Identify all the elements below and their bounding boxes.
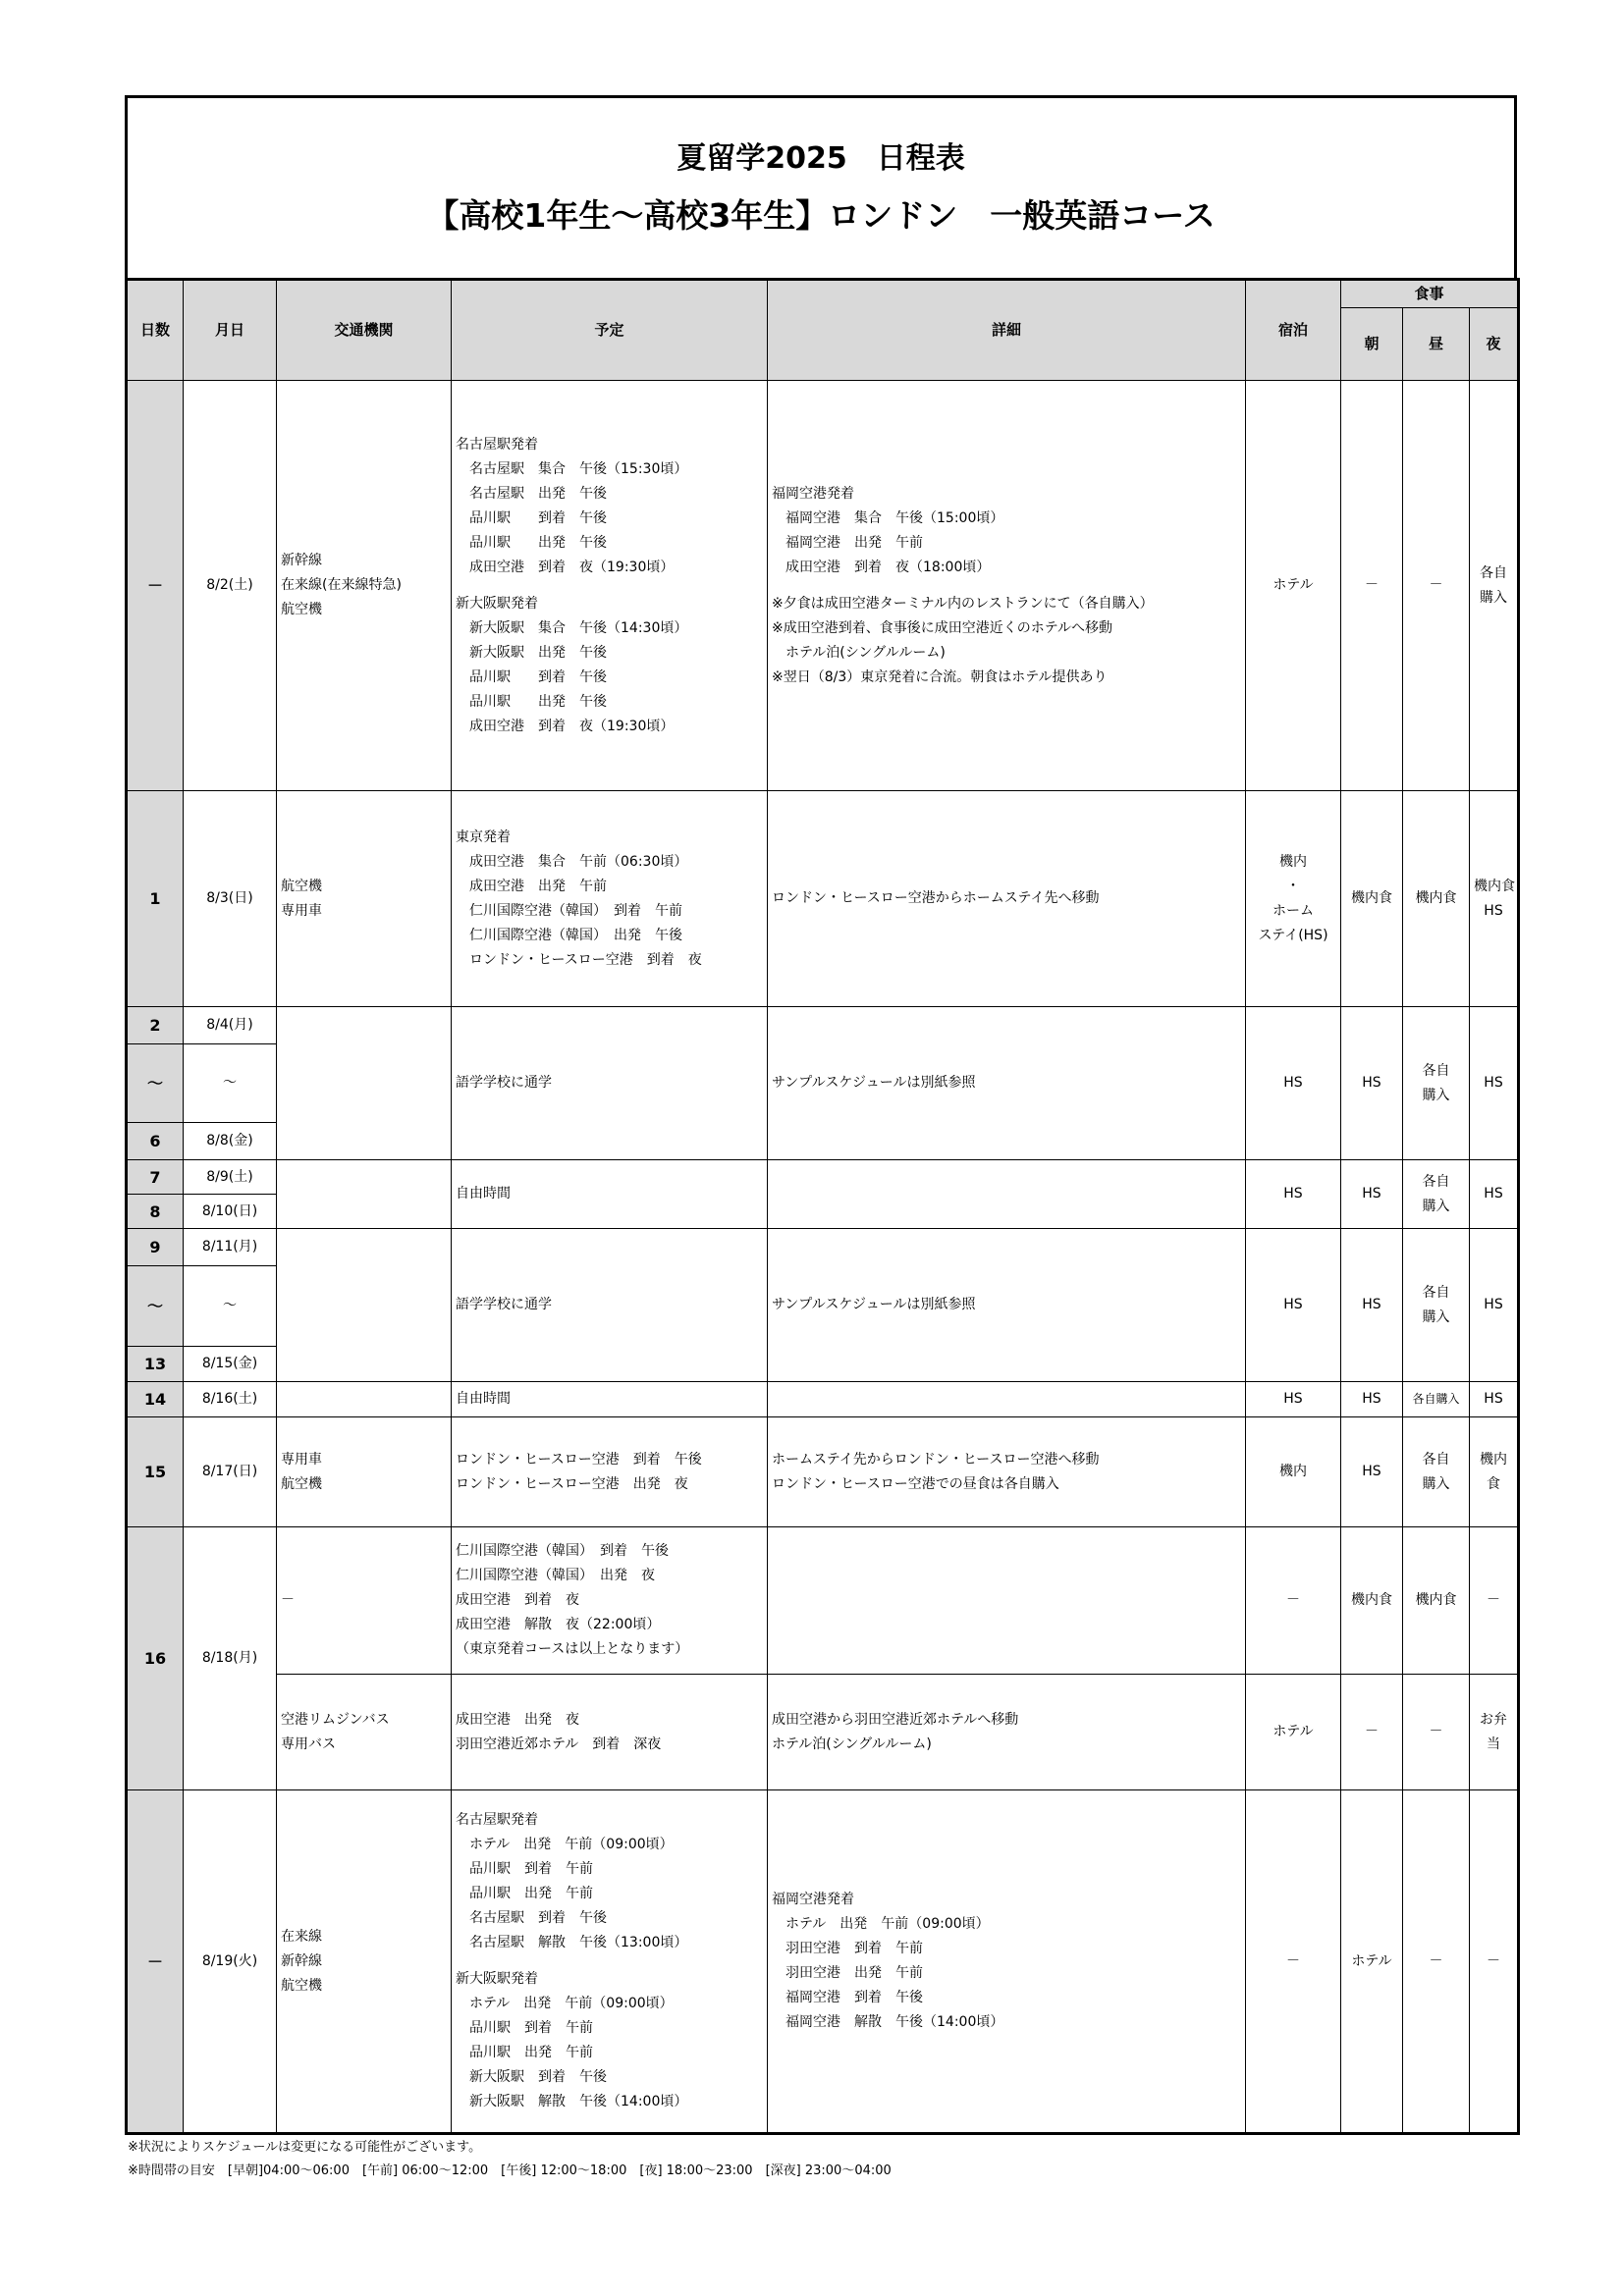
- transport-cell: 空港リムジンバス 専用バス: [277, 1675, 452, 1790]
- transport-cell: 専用車 航空機: [277, 1417, 452, 1527]
- table-row: [127, 791, 1519, 1007]
- stay-cell: ホテル: [1246, 1675, 1341, 1790]
- stay-cell: HS: [1246, 1382, 1341, 1417]
- dinner-cell: 機内食: [1470, 1417, 1519, 1527]
- plan-cell: 語学学校に通学: [452, 1229, 768, 1382]
- date-cell: 8/8(金): [184, 1123, 277, 1160]
- lunch-cell: －: [1403, 1790, 1470, 2134]
- lunch-cell: 各自 購入: [1403, 1229, 1470, 1382]
- stay-cell: 機内 ・ ホーム ステイ(HS): [1246, 791, 1341, 1007]
- date-cell: 8/4(月): [184, 1007, 277, 1044]
- header-date: 月日: [184, 280, 277, 381]
- dinner-cell: 各自 購入: [1470, 381, 1519, 791]
- transport-cell: 在来線 新幹線 航空機: [277, 1790, 452, 2134]
- lunch-cell: 機内食: [1403, 791, 1470, 1007]
- stay-cell: －: [1246, 1527, 1341, 1675]
- day-cell: 16: [127, 1527, 184, 1790]
- plan-cell: 東京発着 成田空港 集合 午前（06:30頃） 成田空港 出発 午前 仁川国際空港（韓国） 到着 午前 仁川国際空港（韓国） 出発 午後 ロンドン・ヒースロー空港 到着 夜: [452, 791, 768, 1007]
- plan-cell: 成田空港 出発 夜 羽田空港近郊ホテル 到着 深夜: [452, 1675, 768, 1790]
- day-cell: 15: [127, 1417, 184, 1527]
- detail-cell: ロンドン・ヒースロー空港からホームステイ先へ移動: [768, 791, 1246, 1007]
- plan-cell: 仁川国際空港（韓国） 到着 午後 仁川国際空港（韓国） 出発 夜 成田空港 到着 夜 成田空港 解散 夜（22:00頃） （東京発着コースは以上となります）: [452, 1527, 768, 1675]
- dinner-cell: 機内食 HS: [1470, 791, 1519, 1007]
- day-cell: 6: [127, 1123, 184, 1160]
- header-breakfast: 朝: [1341, 308, 1403, 381]
- date-cell: ～: [184, 1044, 277, 1123]
- detail-cell: サンプルスケジュールは別紙参照: [768, 1007, 1246, 1160]
- stay-cell: HS: [1246, 1229, 1341, 1382]
- date-cell: 8/18(月): [184, 1527, 277, 1790]
- date-cell: 8/16(土): [184, 1382, 277, 1417]
- date-cell: 8/17(日): [184, 1417, 277, 1527]
- date-cell: 8/19(火): [184, 1790, 277, 2134]
- dinner-cell: －: [1470, 1790, 1519, 2134]
- header-stay: 宿泊: [1246, 280, 1341, 381]
- detail-cell: 福岡空港発着 ホテル 出発 午前（09:00頃） 羽田空港 到着 午前 羽田空港 出発 午前 福岡空港 到着 午後 福岡空港 解散 午後（14:00頃）: [768, 1790, 1246, 2134]
- plan-cell: ロンドン・ヒースロー空港 到着 午後 ロンドン・ヒースロー空港 出発 夜: [452, 1417, 768, 1527]
- header-detail: 詳細: [768, 280, 1246, 381]
- breakfast-cell: 機内食: [1341, 1527, 1403, 1675]
- table-row: [127, 1229, 1519, 1266]
- detail-cell: ホームステイ先からロンドン・ヒースロー空港へ移動 ロンドン・ヒースロー空港での昼食は各自購入: [768, 1417, 1246, 1527]
- day-cell: 13: [127, 1347, 184, 1382]
- table-row: [127, 1382, 1519, 1417]
- breakfast-cell: HS: [1341, 1160, 1403, 1229]
- stay-cell: HS: [1246, 1160, 1341, 1229]
- day-cell: －: [127, 1790, 184, 2134]
- day-cell: 1: [127, 791, 184, 1007]
- plan-cell: 自由時間: [452, 1160, 768, 1229]
- dinner-cell: －: [1470, 1527, 1519, 1675]
- table-row: [127, 1417, 1519, 1527]
- schedule-sheet: [125, 95, 1517, 2135]
- lunch-cell: 機内食: [1403, 1527, 1470, 1675]
- lunch-cell: 各自購入: [1403, 1382, 1470, 1417]
- day-cell: ～: [127, 1044, 184, 1123]
- day-cell: －: [127, 381, 184, 791]
- transport-cell: －: [277, 1527, 452, 1675]
- day-cell: 2: [127, 1007, 184, 1044]
- detail-cell: 福岡空港発着 福岡空港 集合 午後（15:00頃） 福岡空港 出発 午前 成田空港 到着 夜（18:00頃） ※夕食は成田空港ターミナル内のレストランにて（各自購入） ※成田空港到着、食事後に成田空港近くのホテルへ移動 ホテル泊(シングルルーム) ※翌日（8/3）東京発着に合流。朝食はホテル提供あり: [768, 381, 1246, 791]
- dinner-cell: HS: [1470, 1382, 1519, 1417]
- breakfast-cell: －: [1341, 1675, 1403, 1790]
- plan-cell: 自由時間: [452, 1382, 768, 1417]
- plan-cell: 語学学校に通学: [452, 1007, 768, 1160]
- date-cell: 8/3(日): [184, 791, 277, 1007]
- stay-cell: ホテル: [1246, 381, 1341, 791]
- plan-cell: 名古屋駅発着 ホテル 出発 午前（09:00頃） 品川駅 到着 午前 品川駅 出発 午前 名古屋駅 到着 午後 名古屋駅 解散 午後（13:00頃） 新大阪駅発着 ホテル 出発 午前（09:00頃） 品川駅 到着 午前 品川駅 出発 午前 新大阪駅 到着 午後 新大阪駅 解散 午後（14:00頃）: [452, 1790, 768, 2134]
- breakfast-cell: HS: [1341, 1229, 1403, 1382]
- breakfast-cell: HS: [1341, 1382, 1403, 1417]
- date-cell: 8/10(日): [184, 1195, 277, 1229]
- day-cell: 7: [127, 1160, 184, 1195]
- detail-cell: [768, 1527, 1246, 1675]
- table-row: [127, 1007, 1519, 1044]
- footnote-1: ※状況によりスケジュールは変更になる可能性がございます。: [128, 2140, 482, 2155]
- dinner-cell: HS: [1470, 1229, 1519, 1382]
- lunch-cell: 各自 購入: [1403, 1160, 1470, 1229]
- dinner-cell: HS: [1470, 1160, 1519, 1229]
- transport-cell: [277, 1382, 452, 1417]
- detail-cell: 成田空港から羽田空港近郊ホテルへ移動 ホテル泊(シングルルーム): [768, 1675, 1246, 1790]
- header-meals: 食事: [1341, 280, 1519, 308]
- date-cell: 8/2(土): [184, 381, 277, 791]
- table-row: [127, 1675, 1519, 1790]
- stay-cell: 機内: [1246, 1417, 1341, 1527]
- date-cell: ～: [184, 1266, 277, 1347]
- detail-cell: [768, 1382, 1246, 1417]
- day-cell: 14: [127, 1382, 184, 1417]
- header-transport: 交通機関: [277, 280, 452, 381]
- dinner-cell: HS: [1470, 1007, 1519, 1160]
- breakfast-cell: HS: [1341, 1007, 1403, 1160]
- transport-cell: 航空機 専用車: [277, 791, 452, 1007]
- stay-cell: HS: [1246, 1007, 1341, 1160]
- transport-cell: 新幹線 在来線(在来線特急) 航空機: [277, 381, 452, 791]
- breakfast-cell: 機内食: [1341, 791, 1403, 1007]
- stay-cell: －: [1246, 1790, 1341, 2134]
- transport-cell: [277, 1229, 452, 1382]
- table-row: [127, 1790, 1519, 2134]
- breakfast-cell: ホテル: [1341, 1790, 1403, 2134]
- footnotes: [128, 2136, 892, 2183]
- day-cell: 9: [127, 1229, 184, 1266]
- detail-cell: [768, 1160, 1246, 1229]
- plan-cell: 名古屋駅発着 名古屋駅 集合 午後（15:30頃） 名古屋駅 出発 午後 品川駅 到着 午後 品川駅 出発 午後 成田空港 到着 夜（19:30頃） 新大阪駅発着 新大阪駅 集合 午後（14:30頃） 新大阪駅 出発 午後 品川駅 到着 午後 品川駅 出発 午後 成田空港 到着 夜（19:30頃）: [452, 381, 768, 791]
- schedule-table: [125, 278, 1520, 2135]
- lunch-cell: 各自 購入: [1403, 1417, 1470, 1527]
- detail-cell: サンプルスケジュールは別紙参照: [768, 1229, 1246, 1382]
- transport-cell: [277, 1160, 452, 1229]
- header-lunch: 昼: [1403, 308, 1470, 381]
- title-line-2: 【高校1年生～高校3年生】ロンドン 一般英語コース: [426, 196, 1216, 235]
- table-row: [127, 1160, 1519, 1195]
- breakfast-cell: HS: [1341, 1417, 1403, 1527]
- lunch-cell: －: [1403, 1675, 1470, 1790]
- day-cell: ～: [127, 1266, 184, 1347]
- dinner-cell: お弁当: [1470, 1675, 1519, 1790]
- lunch-cell: －: [1403, 381, 1470, 791]
- table-row: [127, 381, 1519, 791]
- header-day: 日数: [127, 280, 184, 381]
- date-cell: 8/9(土): [184, 1160, 277, 1195]
- header-plan: 予定: [452, 280, 768, 381]
- transport-cell: [277, 1007, 452, 1160]
- day-cell: 8: [127, 1195, 184, 1229]
- header-dinner: 夜: [1470, 308, 1519, 381]
- date-cell: 8/11(月): [184, 1229, 277, 1266]
- date-cell: 8/15(金): [184, 1347, 277, 1382]
- footnote-2: ※時間帯の目安 [早朝]04:00～06:00 [午前] 06:00～12:00 [午後] 12:00～18:00 [夜] 18:00～23:00 [深夜] 23:00～04:00: [128, 2163, 892, 2178]
- breakfast-cell: －: [1341, 381, 1403, 791]
- title-line-1: 夏留学2025 日程表: [677, 141, 965, 176]
- lunch-cell: 各自 購入: [1403, 1007, 1470, 1160]
- table-row: [127, 1527, 1519, 1675]
- title-box: [125, 95, 1517, 278]
